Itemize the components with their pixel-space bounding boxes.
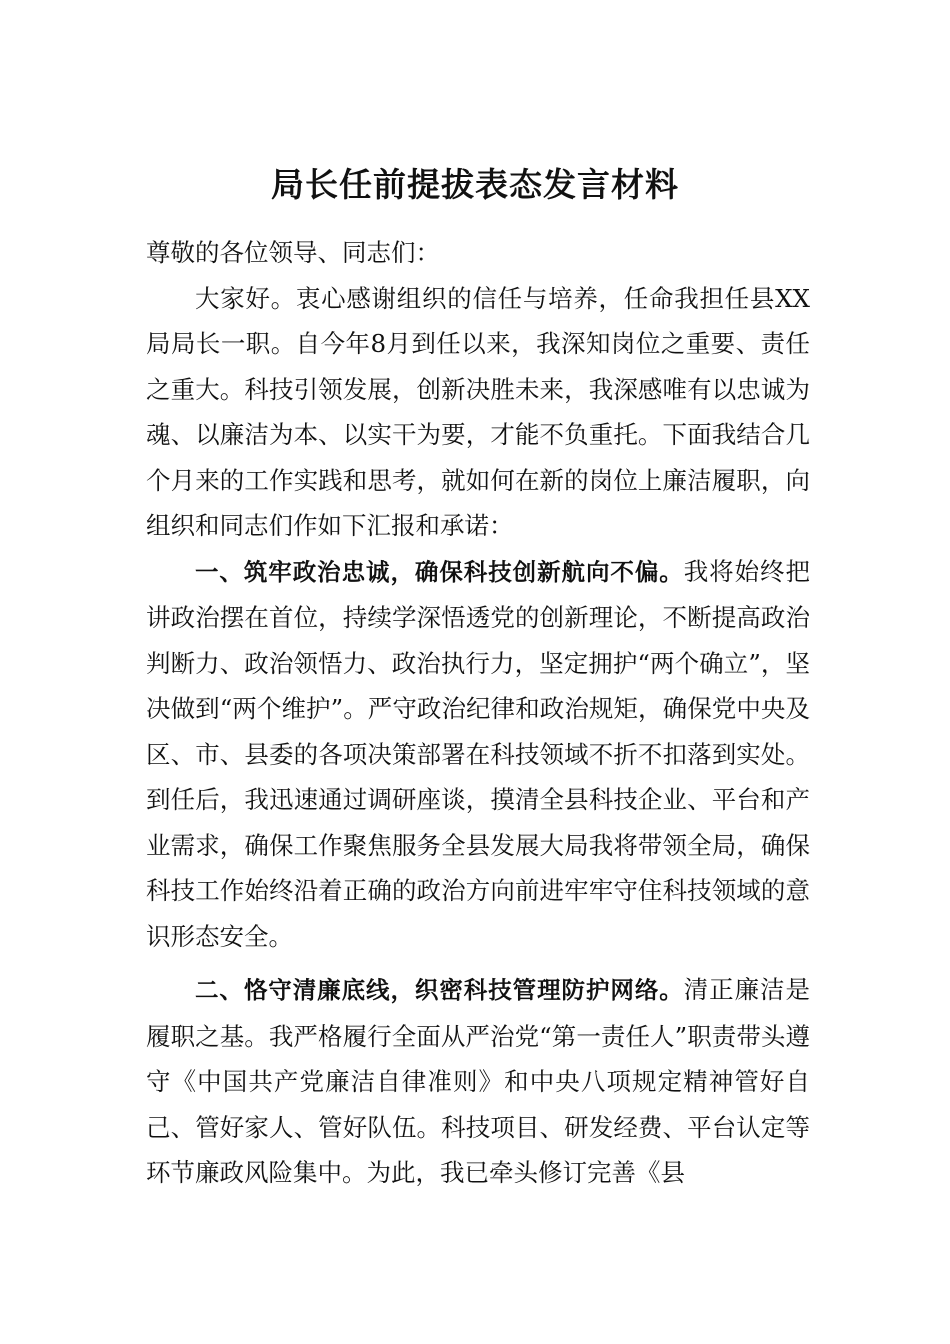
paragraph-section-2 [146,967,810,1196]
salutation: 尊敬的各位领导、同志们： [146,238,440,267]
paragraph-intro [146,276,810,549]
paragraph-section-1 [146,549,810,960]
section-1-text: 我将始终把讲政治摆在首位，持续学深悟透党的创新理论，不断提高政治判断力、政治领悟力、政治执行力，坚定拥护“两个确立”，坚决做到“两个维护”。严守政治纪律和政治规矩，确保党中央及区、市、县委的各项决策部署在科技领域不折不扣落到实处。到任后，我迅速通过调研座谈，摸清全县科技企业、平台和产业需求，确保工作聚焦服务全县发展大局我将带领全局，确保科技工作始终沿着正确的政治方向前进牢牢守住科技领域的意识形态安全。 [146,556,810,951]
paragraph-intro-text: 大家好。衷心感谢组织的信任与培养，任命我担任县XX局局长一职。自今年8月到任以来，我深知岗位之重要、责任之重大。科技引领发展，创新决胜未来，我深感唯有以忠诚为魂、以廉洁为本、以实干为要，才能不负重托。下面我结合几个月来的工作实践和思考，就如何在新的岗位上廉洁履职，向组织和同志们作如下汇报和承诺： [146,283,810,540]
section-2-heading: 二、恪守清廉底线，织密科技管理防护网络。 [195,976,684,1004]
document-title: 局长任前提拔表态发言材料 [271,165,679,204]
document-body [146,230,810,1196]
section-2-text: 清正廉洁是履职之基。我严格履行全面从严治党“第一责任人”职责带头遵守《中国共产党廉洁自律准则》和中央八项规定精神管好自己、管好家人、管好队伍。科技项目、研发经费、平台认定等环节廉政风险集中。为此，我已牵头修订完善《县 [146,975,810,1187]
section-1-heading: 一、筑牢政治忠诚，确保科技创新航向不偏。 [195,557,684,586]
